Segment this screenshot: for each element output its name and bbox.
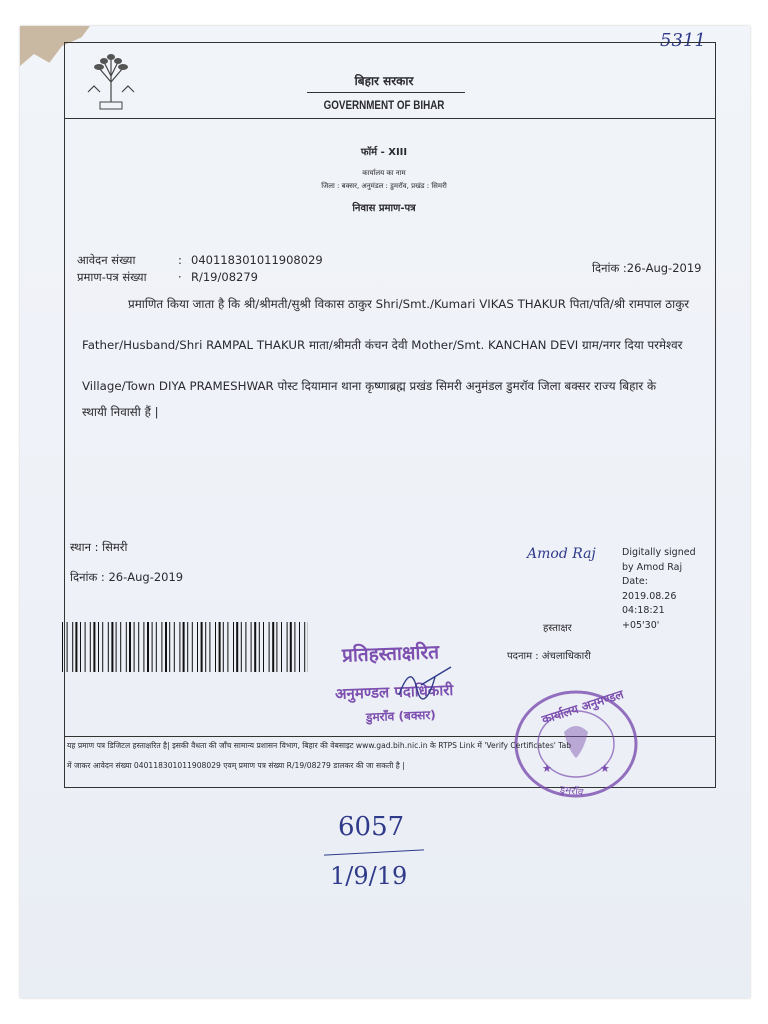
body-line-2: Father/Husband/Shri RAMPAL THAKUR माता/श्रीमती कंचन देवी Mother/Smt. KANCHAN DEVI ग्राम/नगर दिया परमेश्वर — [82, 338, 683, 352]
application-label: आवेदन संख्या — [77, 253, 136, 267]
body-line-4: स्थायी निवासी हैं | — [82, 405, 159, 419]
seal-bottom-text: डुमराँव — [559, 784, 585, 799]
footer-line-2: में जाकर आवेदन संख्या 040118301011908029 एवम् प्रमाण पत्र संख्या R/19/08279 डालकर की जा सकती है | — [67, 761, 405, 770]
signature-script: Amod Raj — [527, 546, 596, 562]
seal-top-text: कार्यालय अनुमण्डल — [540, 687, 626, 727]
handwritten-date: 1/9/19 — [330, 862, 408, 890]
body-line-1: प्रमाणित किया जाता है कि श्री/श्रीमती/सुश्री विकास ठाकुर Shri/Smt./Kumari VIKAS THAKUR पिता/पति/श्री रामपाल ठाकुर — [128, 297, 690, 311]
digital-line: 2019.08.26 — [622, 590, 677, 602]
barcode — [62, 622, 308, 672]
officer-stamp: अनुमण्डल पदाधिकारी — [334, 680, 454, 704]
digital-signature-block — [622, 546, 696, 633]
svg-text:★: ★ — [542, 762, 552, 775]
officer-signature-mark — [395, 665, 455, 709]
certificate-number: R/19/08279 — [191, 270, 258, 284]
title-underline — [307, 92, 465, 93]
header-title-english: GOVERNMENT OF BIHAR — [323, 98, 445, 112]
certificate-dot: · — [178, 270, 182, 284]
corner-note: 5311 — [660, 30, 706, 51]
digital-line: Date: — [622, 576, 648, 587]
office-detail: जिला : बक्सर, अनुमंडल : डुमरॉव, प्रखंड : सिमरी — [321, 182, 447, 190]
digital-line: by Amod Raj — [622, 561, 683, 573]
handwritten-number: 6057 — [338, 812, 405, 842]
header-divider — [64, 118, 716, 119]
place-label: स्थान : सिमरी — [70, 540, 128, 554]
bottom-date: दिनांक : 26-Aug-2019 — [70, 570, 184, 584]
svg-text:★: ★ — [600, 762, 610, 775]
certificate-label: प्रमाण-पत्र संख्या — [77, 270, 147, 284]
signature-label: हस्ताक्षर — [543, 623, 572, 634]
body-line-3: Village/Town DIYA PRAMESHWAR पोस्ट दियामान थाना कृष्णाब्रह्म प्रखंड सिमरी अनुमंडल डुमरॉव जिला बक्सर राज्य बिहार के — [82, 379, 657, 393]
digital-line: 04:18:21 — [622, 605, 665, 616]
certificate-title: निवास प्रमाण-पत्र — [352, 203, 416, 214]
issue-date: दिनांक :26-Aug-2019 — [592, 261, 702, 275]
digital-line: +05'30' — [622, 619, 660, 631]
officer-place-stamp: डुमराँव (बक्सर) — [365, 707, 437, 725]
office-label: कार्यालय का नाम — [362, 169, 406, 177]
header-title-hindi: बिहार सरकार — [354, 74, 414, 88]
form-number: फॉर्म - XIII — [360, 147, 408, 158]
countersigned-stamp: प्रतिहस्ताक्षरित — [341, 641, 440, 667]
footer-line-1: यह प्रमाण पत्र डिजिटल हस्ताक्षरित है| इसकी वैधता की जाँच सामान्य प्रशासन विभाग, बिहार की वेबसाइट www.gad.bih.nic.in के RTPS Link में 'Verify Certificates' Tab — [67, 741, 572, 750]
digital-line: Digitally signed — [622, 547, 696, 558]
designation: पदनाम : अंचलाधिकारी — [507, 651, 591, 662]
application-number: 040118301011908029 — [191, 253, 323, 267]
application-colon: : — [178, 253, 182, 267]
